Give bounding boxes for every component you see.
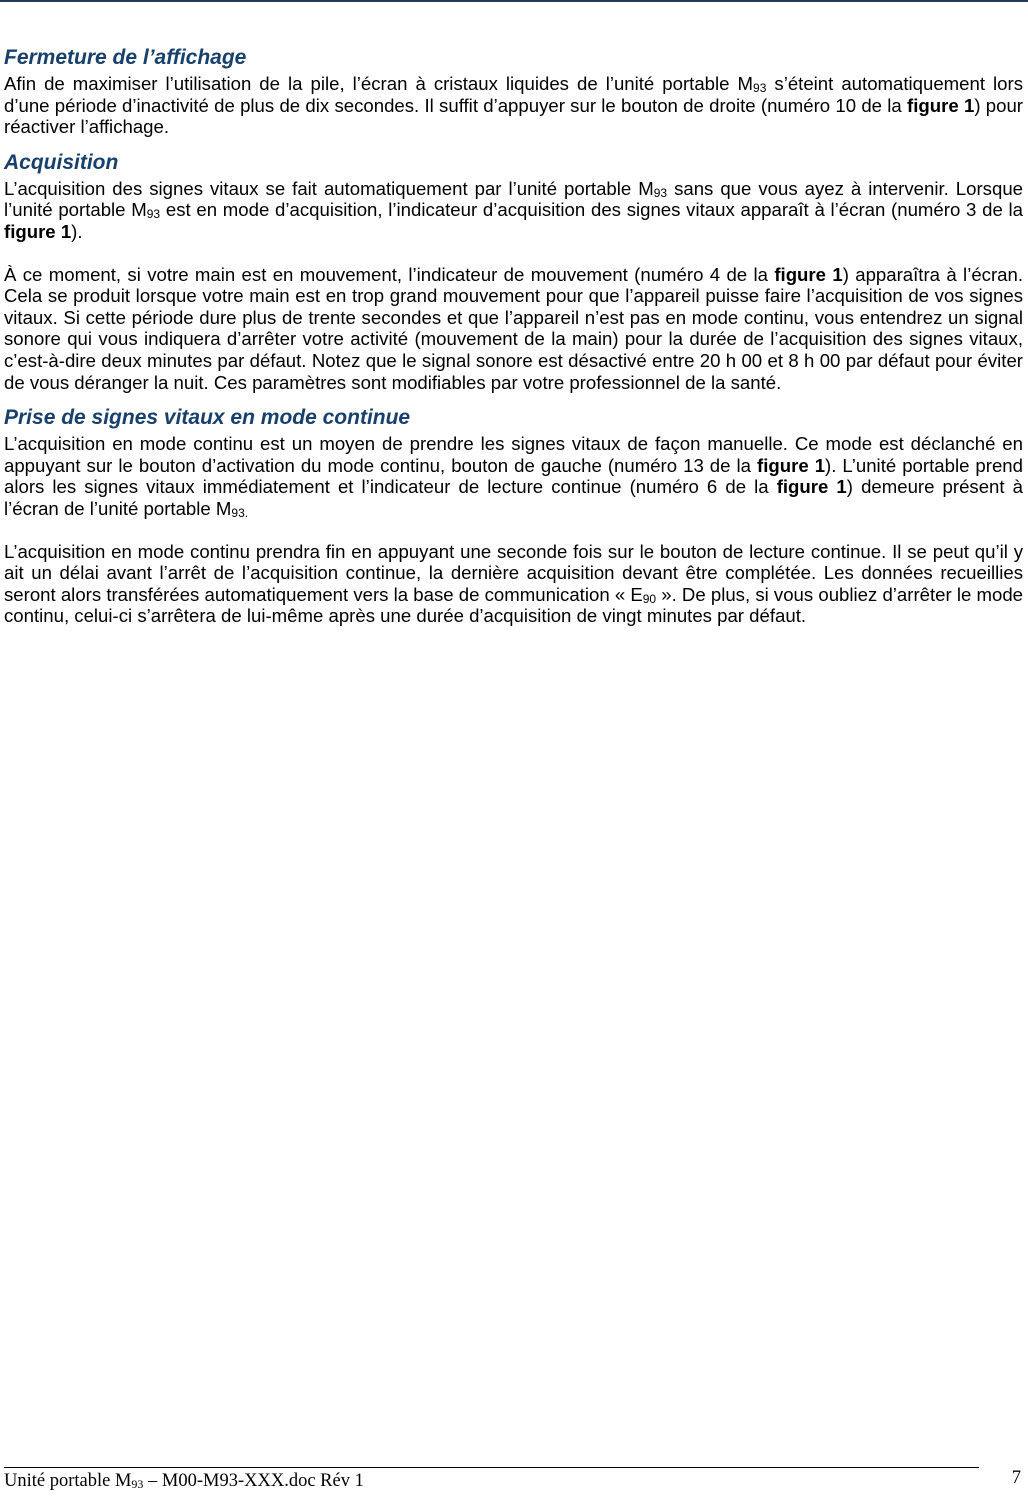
header-rule [0, 0, 1028, 2]
section-title-acquisition: Acquisition [4, 150, 119, 174]
figure-reference: figure 1 [774, 263, 843, 285]
paragraph-continue-1: L’acquisition en mode continu est un moyen de prendre les signes vitaux de façon manuelle. Ce mode est déclanché en appuyant sur le bouton d’activation du mode continu, bouton de gauche (numéro 13 de la figure 1). L’unité portable prend alors les signes vitaux immédiatement et l’indicateur de lecture continue (numéro 6 de la figure 1) demeure présent à l’écran de l’unité portable $M_{93.}$ [4, 433, 1023, 520]
section-title-mode-continue: Prise de signes vitaux en mode continue [4, 406, 411, 430]
paragraph-affichage: Afin de maximiser l’utilisation de la pile, l’écran à cristaux liquides de l’unité portable $M_{93}$ s’éteint automatiquement lors d’une période d’inactivité de plus de dix secondes. Il suffit d’appuyer sur le bouton de droite (numéro 10 de la figure 1) pour réactiver l’affichage. [4, 73, 1024, 138]
figure-reference: figure 1 [4, 220, 72, 242]
paragraph-acquisition-2: À ce moment, si votre main est en mouvement, l’indicateur de mouvement (numéro 4 de la figure 1) apparaîtra à l’écran. Cela se produit lorsque votre main est en trop grand mouvement pour que l’appareil puisse faire l’acquisition de vos signes vitaux. Si cette période dure plus de trente secondes et que l’appareil n’est pas en mode continu, vous entendrez un signal sonore qui vous indiquera d’arrêter votre activité (mouvement de la main) pour la durée de l’acquisition des signes vitaux, c’est-à-dire deux minutes par défaut. Notez que le signal sonore est désactivé entre 20 h 00 et 8 h 00 par défaut pour éviter de vous déranger la nuit. Ces paramètres sont modifiables par votre professionnel de la santé. [4, 263, 1023, 393]
document-body [4, 44, 1023, 627]
paragraph-continue-2: L’acquisition en mode continu prendra fin en appuyant une seconde fois sur le bouton de lecture continue. Il se peut qu’il y ait un délai avant l’arrêt de l’acquisition continue, la dernière acquisition devant être complétée. Les données recueillies seront alors transférées automatiquement vers la base de communication « $E_{90}$ ». De plus, si vous oubliez d’arrêter le mode continu, celui-ci s’arrêtera de lui-même après une durée d’acquisition de vingt minutes par défaut. [4, 540, 1023, 627]
figure-reference: figure 1 [757, 454, 826, 476]
paragraph-acquisition-1: L’acquisition des signes vitaux se fait automatiquement par l’unité portable $M_{93}$ sans que vous ayez à intervenir. Lorsque l’unité portable $M_{93}$ est en mode d’acquisition, l’indicateur d’acquisition des signes vitaux apparaît à l’écran (numéro 3 de la figure 1). [4, 177, 1023, 242]
figure-reference: figure 1 [776, 476, 847, 498]
footer-rule [4, 1467, 979, 1468]
figure-reference: figure 1 [907, 94, 975, 116]
footer-document-name: Unité portable $M_{93} - M00-M93-XXX.doc$ Rév 1 [4, 1471, 364, 1491]
section-title-affichage: Fermeture de l’affichage [4, 46, 247, 69]
page-number: 7 [1011, 1468, 1021, 1488]
